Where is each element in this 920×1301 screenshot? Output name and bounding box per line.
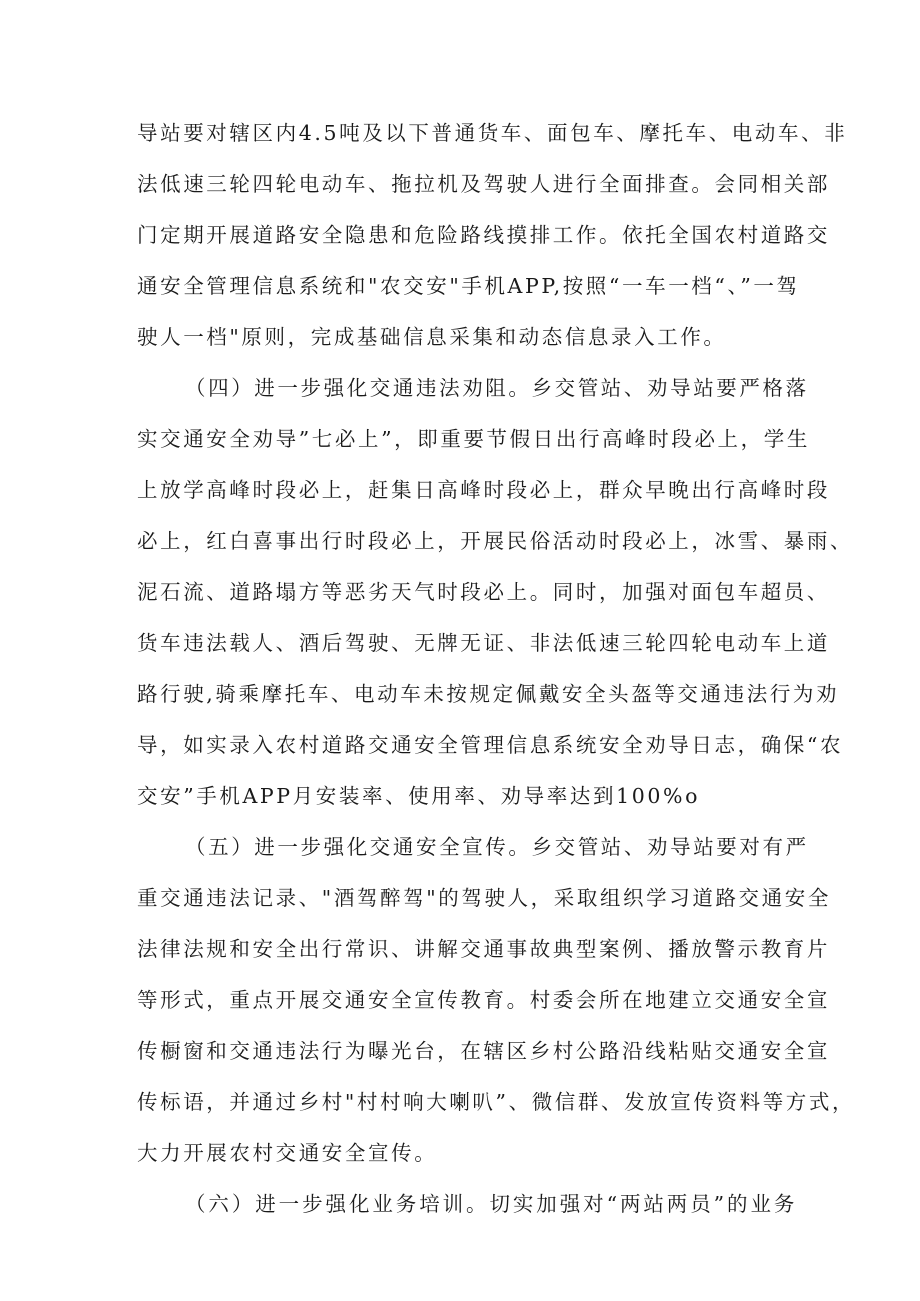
paragraph-line: 货车违法载人、酒后驾驶、无牌无证、非法低速三轮四轮电动车上道 <box>137 631 830 655</box>
paragraph-line: 门定期开展道路安全隐患和危险路线摸排工作。依托全国农村道路交 <box>137 223 830 247</box>
paragraph-line: 导站要对辖区内4.5吨及以下普通货车、面包车、摩托车、电动车、非 <box>137 121 848 145</box>
paragraph-heading-line: （六）进一步强化业务培训。切实加强对“两站两员”的业务 <box>185 1192 797 1216</box>
paragraph-line: 交安”手机APP月安装率、使用率、劝导率达到100%o <box>137 784 701 808</box>
paragraph-line: 导，如实录入农村道路交通安全管理信息系统安全劝导日志，确保“农 <box>137 733 844 757</box>
paragraph-line: 重交通违法记录、"酒驾醉驾"的驾驶人，采取组织学习道路交通安全 <box>137 886 831 910</box>
paragraph-line: 必上，红白喜事出行时段必上，开展民俗活动时段必上，冰雪、暴雨、 <box>137 529 854 553</box>
paragraph-heading-line: （四）进一步强化交通违法劝阻。乡交管站、劝导站要严格落 <box>185 376 809 400</box>
paragraph-line: 路行驶,骑乘摩托车、电动车未按规定佩戴安全头盔等交通违法行为劝 <box>137 682 840 706</box>
paragraph-line: 法低速三轮四轮电动车、拖拉机及驾驶人进行全面排查。会同相关部 <box>137 172 830 196</box>
paragraph-line: 实交通安全劝导”七必上”，即重要节假日出行高峰时段必上，学生 <box>137 427 810 451</box>
paragraph-line: 通安全管理信息系统和"农交安"手机APP,按照“一车一档“、”一驾 <box>137 274 800 298</box>
paragraph-line: 泥石流、道路塌方等恶劣天气时段必上。同时，加强对面包车超员、 <box>137 580 830 604</box>
paragraph-line: 大力开展农村交通安全宣传。 <box>137 1141 438 1165</box>
paragraph-line: 法律法规和安全出行常识、讲解交通事故典型案例、播放警示教育片 <box>137 937 830 961</box>
paragraph-line: 传标语，并通过乡村"村村响大喇叭”、微信群、发放宣传资料等方式， <box>137 1090 856 1114</box>
paragraph-heading-line: （五）进一步强化交通安全宣传。乡交管站、劝导站要对有严 <box>185 835 809 859</box>
paragraph-line: 传橱窗和交通违法行为曝光台，在辖区乡村公路沿线粘贴交通安全宣 <box>137 1039 830 1063</box>
paragraph-line: 等形式，重点开展交通安全宣传教育。村委会所在地建立交通安全宣 <box>137 988 830 1012</box>
paragraph-line: 驶人一档"原则，完成基础信息采集和动态信息录入工作。 <box>137 325 727 349</box>
paragraph-line: 上放学高峰时段必上，赶集日高峰时段必上，群众早晚出行高峰时段 <box>137 478 830 502</box>
